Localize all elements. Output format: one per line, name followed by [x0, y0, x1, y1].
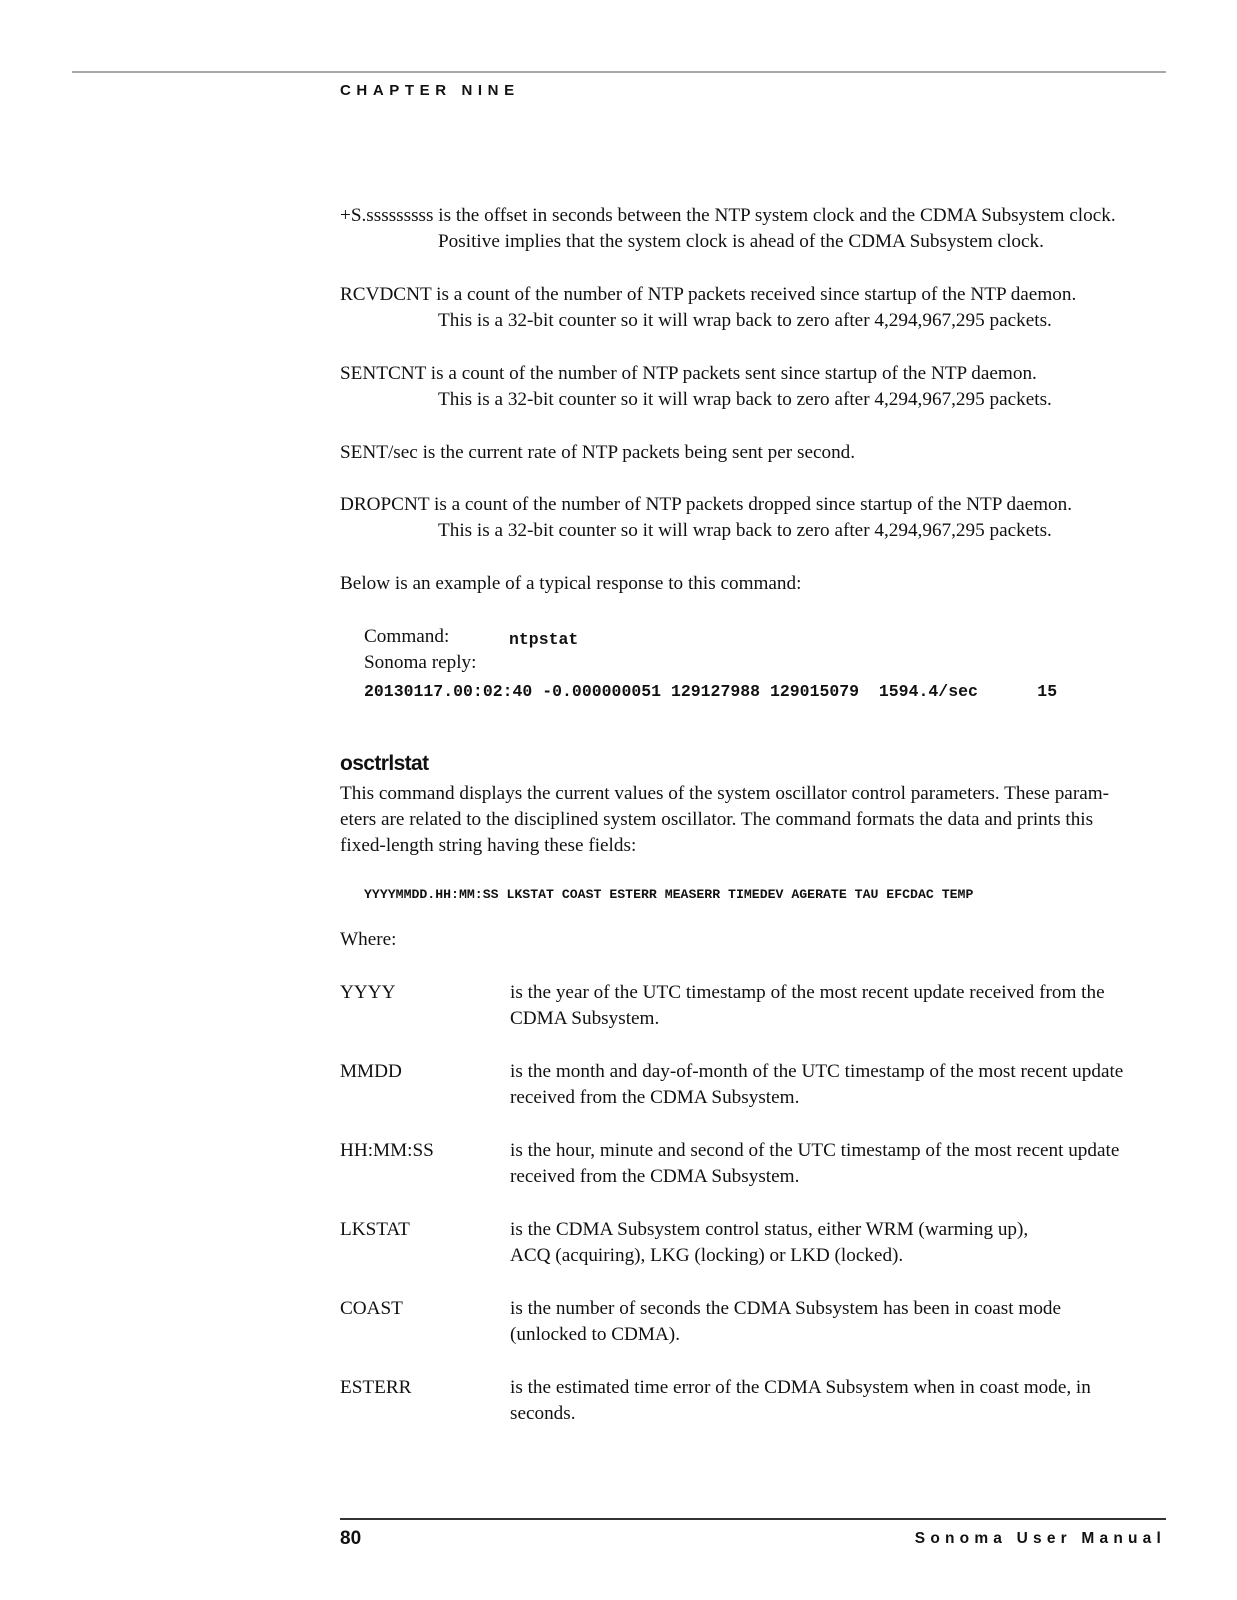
- field-term: MMDD: [340, 1061, 402, 1082]
- where-label: Where:: [340, 929, 397, 950]
- field-term: HH:MM:SS: [340, 1140, 434, 1161]
- description-line: received from the CDMA Subsystem.: [510, 1166, 800, 1187]
- definition-line: This is a 32-bit counter so it will wrap back to zero after 4,294,967,295 packets.: [438, 520, 1052, 541]
- field-term: ESTERR: [340, 1377, 412, 1398]
- definition-line: +S.sssssssss is the offset in seconds between the NTP system clock and the CDMA Subsystem clock.: [340, 205, 1116, 226]
- field-description: [510, 1059, 1123, 1111]
- definition-line: This is a 32-bit counter so it will wrap back to zero after 4,294,967,295 packets.: [438, 389, 1052, 410]
- description-line: is the CDMA Subsystem control status, either WRM (warming up),: [510, 1219, 1029, 1240]
- description-line: (unlocked to CDMA).: [510, 1324, 680, 1345]
- reply-label: Sonoma reply:: [364, 652, 477, 673]
- field-term: COAST: [340, 1298, 403, 1319]
- manual-title: Sonoma User Manual: [914, 1530, 1166, 1547]
- description-line: is the number of seconds the CDMA Subsystem has been in coast mode: [510, 1298, 1062, 1319]
- definition-sentcnt: [340, 361, 1052, 413]
- paragraph-line: fixed-length string having these fields:: [340, 835, 637, 856]
- description-line: received from the CDMA Subsystem.: [510, 1087, 800, 1108]
- definition-line: DROPCNT is a count of the number of NTP packets dropped since startup of the NTP daemon.: [340, 494, 1073, 515]
- field-term: LKSTAT: [340, 1219, 410, 1240]
- field-description: [510, 980, 1105, 1032]
- description-line: is the year of the UTC timestamp of the most recent update received from the: [510, 982, 1105, 1003]
- description-line: is the estimated time error of the CDMA Subsystem when in coast mode, in: [510, 1377, 1091, 1398]
- field-description: [510, 1375, 1091, 1427]
- definition-dropcnt: [340, 492, 1072, 544]
- description-line: CDMA Subsystem.: [510, 1008, 660, 1029]
- description-line: is the month and day-of-month of the UTC timestamp of the most recent update: [510, 1061, 1124, 1082]
- command-value: ntpstat: [509, 630, 579, 649]
- paragraph-line: eters are related to the disciplined system oscillator. The command formats the data and prints this: [340, 809, 1094, 830]
- page-number: 80: [340, 1528, 362, 1549]
- reply-value: 20130117.00:02:40 -0.000000051 129127988 129015079 1594.4/sec 15: [364, 682, 1058, 701]
- section-paragraph: [340, 781, 1109, 859]
- field-description: [510, 1296, 1061, 1348]
- description-line: seconds.: [510, 1403, 576, 1424]
- chapter-header: CHAPTER NINE: [340, 82, 520, 99]
- format-line: YYYYMMDD.HH:MM:SS LKSTAT COAST ESTERR MEASERR TIMEDEV AGERATE TAU EFCDAC TEMP: [364, 887, 974, 902]
- section-heading: osctrlstat: [340, 752, 429, 775]
- definition-line: Positive implies that the system clock is ahead of the CDMA Subsystem clock.: [438, 231, 1044, 252]
- description-line: is the hour, minute and second of the UTC timestamp of the most recent update: [510, 1140, 1120, 1161]
- definition-offset: [340, 203, 1116, 255]
- field-description: [510, 1217, 1028, 1269]
- example-intro: Below is an example of a typical response to this command:: [340, 573, 802, 594]
- definition-line: SENT/sec is the current rate of NTP packets being sent per second.: [340, 442, 856, 463]
- definition-line: This is a 32-bit counter so it will wrap back to zero after 4,294,967,295 packets.: [438, 310, 1052, 331]
- definition-line: RCVDCNT is a count of the number of NTP packets received since startup of the NTP daemon.: [340, 284, 1077, 305]
- definition-line: SENTCNT is a count of the number of NTP packets sent since startup of the NTP daemon.: [340, 363, 1037, 384]
- definition-sent-rate: [340, 440, 855, 466]
- command-label: Command:: [364, 626, 450, 647]
- header-rule: [72, 71, 1166, 73]
- paragraph-line: This command displays the current values of the system oscillator control parameters. These param-: [340, 783, 1110, 804]
- description-line: ACQ (acquiring), LKG (locking) or LKD (locked).: [510, 1245, 904, 1266]
- field-term: YYYY: [340, 982, 396, 1003]
- field-description: [510, 1138, 1119, 1190]
- definition-rcvdcnt: [340, 282, 1076, 334]
- footer-rule: [340, 1518, 1166, 1520]
